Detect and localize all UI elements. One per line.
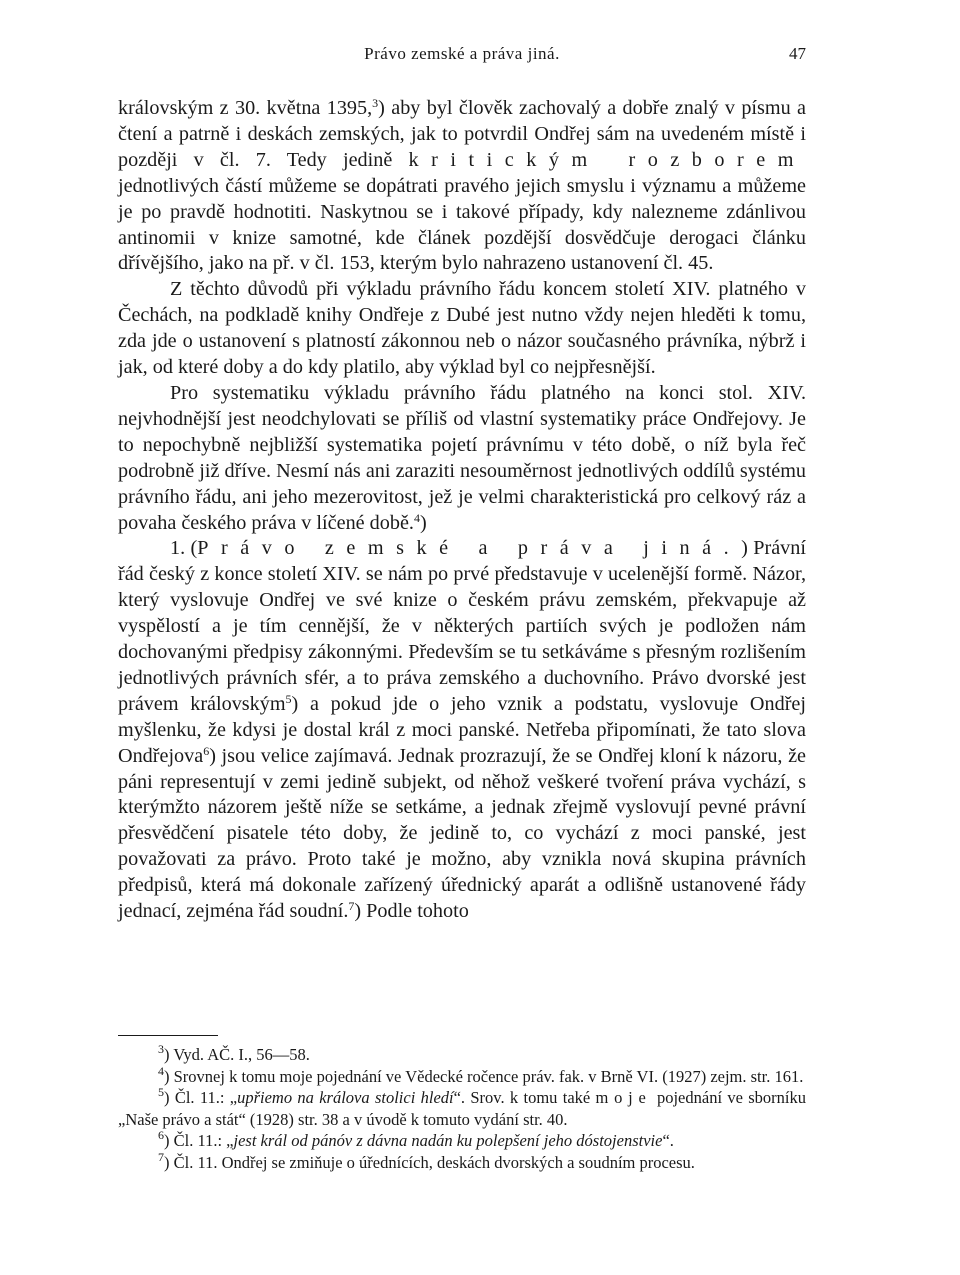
page-header — [118, 44, 806, 70]
main-text — [118, 96, 806, 925]
footnote-6 — [118, 1130, 806, 1152]
footnote-mark-6: 6 — [158, 1128, 164, 1142]
footnote-5-spaced-moje: moje — [595, 1088, 652, 1107]
footnote-4 — [118, 1063, 806, 1088]
footnote-ref-3: 3 — [372, 96, 379, 110]
page-number: 47 — [789, 44, 806, 63]
footnote-mark-4: 4 — [158, 1063, 164, 1078]
footnote-ref-4: 4 — [413, 510, 420, 525]
footnote-4-text: ) Srovnej k tomu moje pojednání ve Vědecké ročence práv. fak. v Brně VI. (1927) zejm. str. 161. — [164, 1066, 804, 1086]
paragraph-4-text-c: ) a pokud jde o jeho vznik a podstatu, vyslovuje Ondřej myšlenku, že kdysi je dostal král z moci panské. Netřeba připomínati, že tato slova Ondřejova — [118, 692, 806, 767]
footnote-mark-5: 5 — [158, 1085, 164, 1099]
footnote-6-quote: jest král od pánóv z dávna nadán ku polepšení jeho dóstojenstvie — [233, 1131, 663, 1150]
paragraph-1-text-a: královským z 30. května 1395, — [118, 97, 373, 119]
paragraph-2: Z těchto důvodů při výkladu právního řádu koncem století XIV. platného v Čechách, na podkladě knihy Ondřeje z Dubé jest nutno vždy nejen hleděti k tomu, zda jde o ustanovení s platností zákonnou neb o názor současného právníka, nýbrž i jak, od které doby a do kdy platilo, aby výklad byl co nejpřesnější. — [118, 278, 806, 379]
footnote-5-text-c: pojednání ve sborníku „Naše právo a stát“ (1928) str. 38 a v úvodě k tomuto vydání str. 40. — [118, 1088, 806, 1129]
footnote-ref-5: 5 — [285, 691, 292, 706]
paragraph-3-text-a: Pro systematiku výkladu právního řádu platného na konci stol. XIV. nejvhodnější jest neodchylovati se příliš od vlastní systematiky práce Ondřejovy. Je to nepochybně nejbližší systematika pojetí právnímu v této době, o níž byla řeč podrobně již dříve. Nesmí nás ani zaraziti nesouměrnost jednotlivých oddílů systému právního řádu, ani jeho mezerovitost, jež je velmi charakteristická pro celkový ráz a povaha českého práva v líčené době. — [118, 381, 806, 534]
footnote-5-text-b: “. Srov. k tomu také — [453, 1088, 596, 1107]
footnote-ref-7: 7 — [348, 899, 355, 914]
section-heading-pravo-zemske: Právo zemské a práva jiná. — [197, 537, 742, 560]
paragraph-4-text-e: ) Podle tohoto — [354, 900, 469, 923]
paragraph-1-text-b: ) aby byl člověk zachovalý a dobře znalý v písmu a čtení a patrně i deskách zemských, jak to potvrdil Ondřej sám na uvedeném místě i později v čl. 7. Tedy jedině — [118, 97, 807, 171]
paragraph-1-text-c: jednotlivých částí můžeme se dopátrati pravého jejich smyslu i významu a můžeme je po pravdě hodnotiti. Naskytnou se i takové případy, kdy nalezneme zdánlivou antinomii v knize samotné, kde článek pozdější dosvědčuje derogaci článku dřívějšího, jako na př. v čl. 153, kterým bylo nahrazeno ustanovení čl. 45. — [118, 174, 806, 275]
footnote-mark-3: 3 — [158, 1042, 164, 1056]
footnote-mark-7: 7 — [158, 1149, 164, 1164]
paragraph-1 — [118, 96, 806, 277]
paragraph-4 — [118, 536, 806, 925]
emphasis-kritickym-rozborem: kritickým rozborem — [408, 148, 806, 171]
footnote-divider — [118, 1035, 218, 1036]
footnote-5 — [118, 1087, 806, 1130]
running-title: Právo zemské a práva jiná. — [364, 44, 560, 63]
footnote-7-text: ) Čl. 11. Ondřej se zmiňuje o úřednících, deskách dvorských a soudním procesu. — [164, 1152, 695, 1172]
paragraph-4-text-b: ) Právní řád český z konce století XIV. se nám po prvé představuje v ucelenější formě. Názor, který vyslovuje Ondřej ve své knize o českém právu zemském, překvapuje až vyspělostí a je tím cennější, že v některých partiích svých je podložen nám dochovanými předpisy zákonnými. Především se tu setkáváme s přesným rozlišením jednotlivých právních sfér, a to práva zemského a duchovního. Právo dvorské jest právem královským — [118, 537, 806, 715]
footnote-3-text: ) Vyd. AČ. I., 56—58. — [164, 1045, 310, 1064]
paragraph-4-text-a: 1. ( — [170, 537, 198, 560]
footnote-3 — [118, 1044, 806, 1066]
footnote-5-quote: upřiemo na králova stolici hledí — [237, 1088, 454, 1107]
paragraph-4-text-d: ) jsou velice zajímavá. Jednak prozrazují, že se Ondřej kloní k názoru, že páni representují v zemi jedině subjekt, od něhož veškeré tvoření práva vychází, s kterýmžto názorem ještě níže se setkáme, a jednak zřejmě vyslovují pevné právní přesvědčení pisatele této doby, že jedině to, co vychází z moci panské, jest považovati za právo. Proto také je možno, aby vznikla nová skupina právních předpisů, která má dokonale zařízený úřednický aparát a odlišně ustanovené řády jednací, zejména řád soudní. — [118, 744, 806, 923]
footnotes — [118, 1044, 806, 1173]
footnote-6-text-a: ) Čl. 11.: „ — [164, 1131, 234, 1150]
footnote-7 — [118, 1149, 806, 1174]
footnote-6-text-b: “. — [662, 1131, 674, 1150]
footnote-ref-6: 6 — [203, 743, 210, 758]
paragraph-3 — [118, 381, 806, 536]
footnote-5-text-a: ) Čl. 11.: „ — [164, 1088, 238, 1107]
paragraph-3-text-b: ) — [419, 511, 427, 534]
